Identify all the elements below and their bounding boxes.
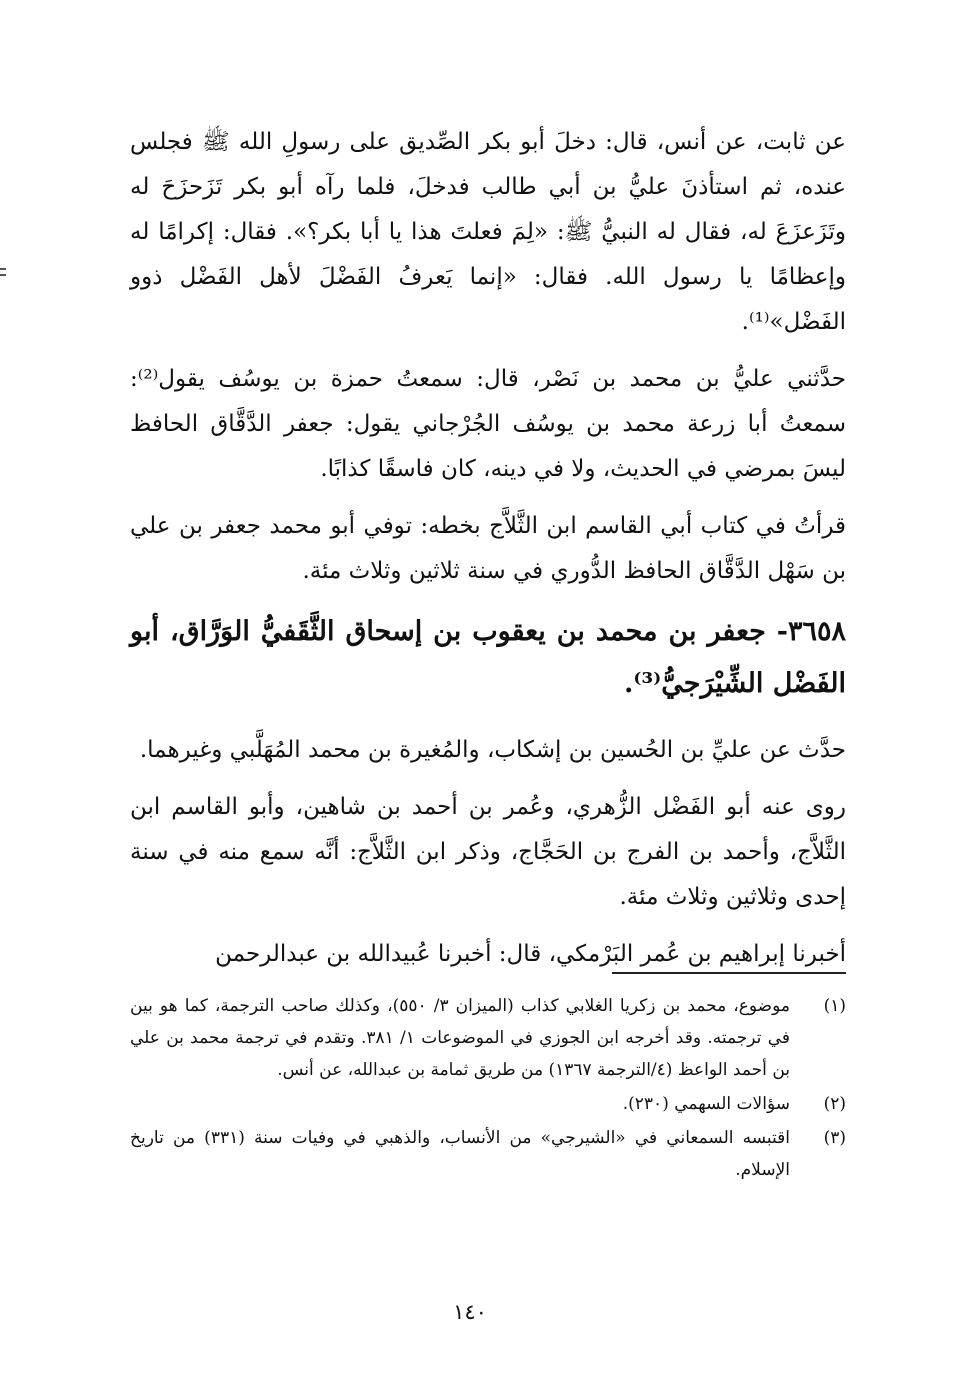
paragraph-hadith: عن ثابت، عن أنس، قال: دخلَ أبو بكر الصِّديق على رسولِ الله ﷺ فجلس عنده، ثم استأذنَ عليُّ بن أبي طالب فدخلَ، فلما رآه أبو بكر تَزَحزَحَ له وتَزَعزَعَ له، فقال له النبيُّ ﷺ: «لِمَ فعلتَ هذا يا أبا بكر؟». فقال: إكرامًا له وإعظامًا يا رسول الله. فقال: «إنما يَعرفُ الفَضْلَ لأهل الفَضْل ذوو الفَضْل»⁽¹⁾. (130, 129, 846, 335)
footnote-text: سؤالات السهمي (٢٣٠). (622, 1094, 790, 1114)
paragraph-thallaj: قرأتُ في كتاب أبي القاسم ابن الثَّلاَّج بخطه: توفي أبو محمد جعفر بن علي بن سَهْل الدَّقَّاق الحافظ الدُّوري في سنة ثلاثين وثلاث مئة. (130, 513, 846, 584)
footnote-item (130, 1088, 846, 1120)
main-text (130, 120, 846, 989)
footnote-divider (612, 972, 846, 974)
footnote-item (130, 1122, 846, 1186)
page-number: ١٤٠ (453, 1300, 487, 1324)
footnote-text: موضوع، محمد بن زكريا الغلابي كذاب (الميزان ٣/ ٥٥٠)، وكذلك صاحب الترجمة، كما هو بين في ترجمته. وقد أخرجه ابن الجوزي في الموضوعات ١/ ٣٨١. وتقدم في ترجمة محمد بن علي بن أحمد الواعظ (٤/الترجمة ١٣٦٧) من طريق ثمامة بن عبدالله، عن أنس. (130, 996, 790, 1080)
scan-margin-mark (0, 274, 6, 276)
paragraph-jurjani: حدَّثني عليُّ بن محمد بن نَصْر، قال: سمعتُ حمزة بن يوسُف يقول⁽²⁾: سمعتُ أبا زرعة محمد بن يوسُف الجُرْجاني يقول: جعفر الدَّقَّاق الحافظ ليسَ بمرضي في الحديث، ولا في دينه، كان فاسقًا كذابًا. (130, 366, 846, 482)
footnote-number: (٢) (823, 1094, 846, 1114)
paragraph-isnad: أخبرنا إبراهيم بن عُمر البَرْمكي، قال: أخبرنا عُبيدالله بن عبدالرحمن (215, 941, 846, 967)
footnote-number: (٣) (823, 1128, 846, 1148)
entry-heading: ٣٦٥٨- جعفر بن محمد بن يعقوب بن إسحاق الثَّقَفيُّ الوَرَّاق، أبو الفَضْل الشِّيْرَجيُّ⁽³⁾. (130, 616, 846, 699)
paragraph-transmitters: روى عنه أبو الفَضْل الزُّهري، وعُمر بن أحمد بن شاهين، وأبو القاسم ابن الثَّلاَّج، وأحمد بن الفرج بن الحَجَّاج، وذكر ابن الثَّلاَّج: أنَّه سمع منه في سنة إحدى وثلاثين وثلاث مئة. (130, 794, 846, 910)
scan-margin-mark (0, 268, 6, 270)
footnotes (130, 990, 846, 1188)
footnote-text: اقتبسه السمعاني في «الشيرجي» من الأنساب، والذهبي في وفيات سنة (٣٣١) من تاريخ الإسلام. (130, 1128, 791, 1180)
footnote-item (130, 990, 846, 1086)
footnote-number: (١) (823, 996, 846, 1016)
paragraph-narrated: حدَّث عن عليِّ بن الحُسين بن إشكاب، والمُغيرة بن محمد المُهَلَّبي وغيرهما. (139, 737, 846, 763)
